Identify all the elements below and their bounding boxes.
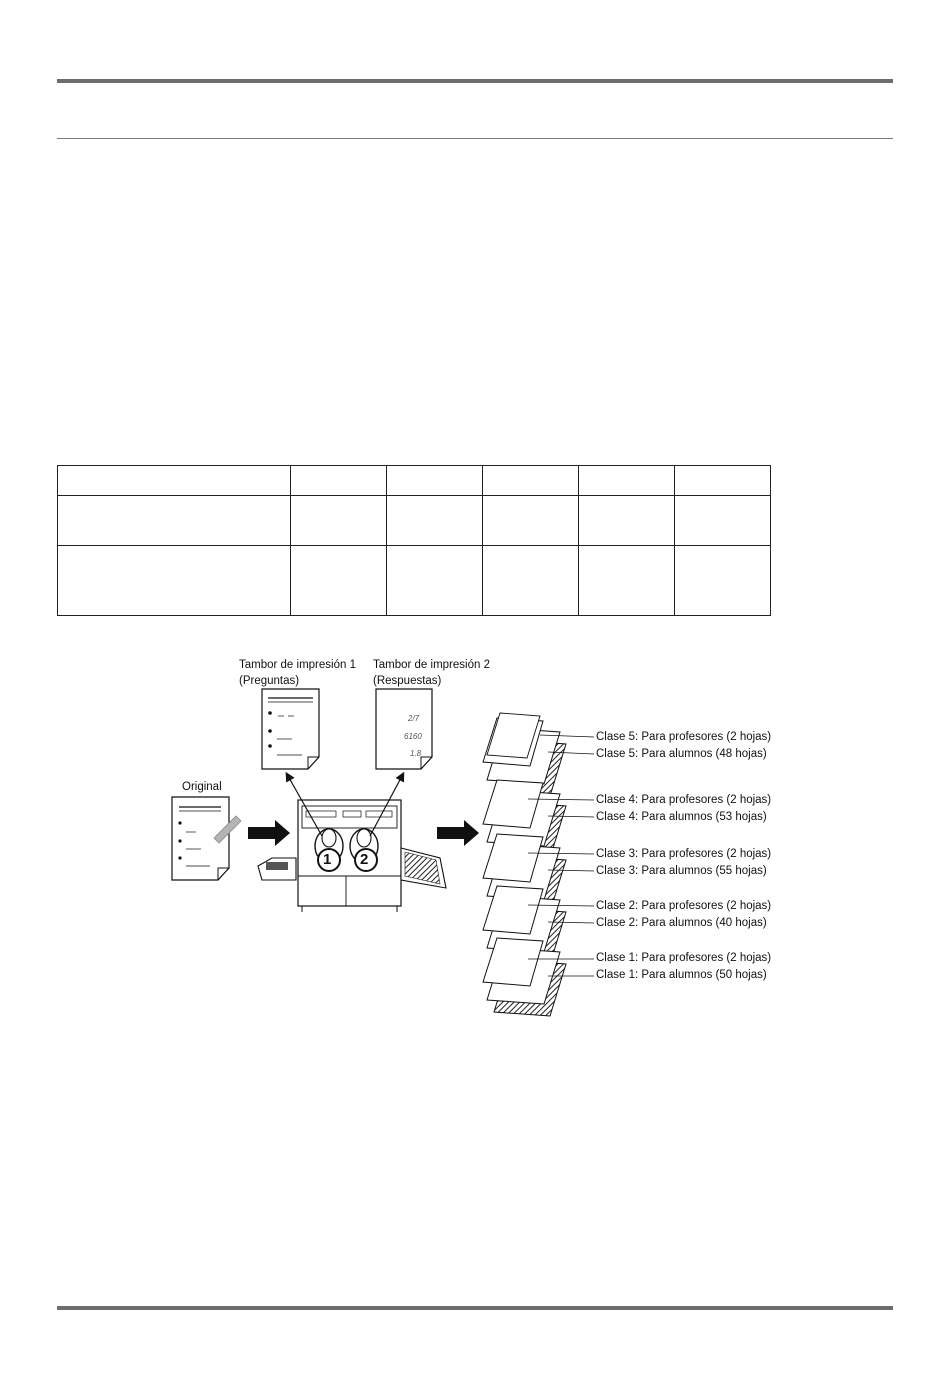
arrow-right-icon bbox=[248, 820, 290, 846]
output-label-students: Clase 3: Para alumnos (55 hojas) bbox=[596, 865, 767, 877]
printer-machine bbox=[258, 776, 446, 912]
answer-mark: 6160 bbox=[404, 732, 422, 741]
drum-number: 2 bbox=[360, 851, 369, 868]
drum-number: 1 bbox=[323, 851, 332, 868]
original-label: Original bbox=[182, 781, 222, 793]
original-sheet bbox=[172, 797, 241, 880]
footer-rule bbox=[57, 1306, 893, 1310]
output-label-teachers: Clase 3: Para profesores (2 hojas) bbox=[596, 848, 772, 860]
output-label-students: Clase 1: Para alumnos (50 hojas) bbox=[596, 969, 767, 981]
answer-mark: 2/7 bbox=[408, 714, 420, 723]
drum-1-sublabel: (Preguntas) bbox=[239, 675, 300, 687]
output-stacks bbox=[483, 713, 594, 1016]
master-sheet-questions bbox=[262, 689, 319, 769]
drum-2-sublabel: (Respuestas) bbox=[373, 675, 442, 687]
drum-1-label: Tambor de impresión 1 bbox=[239, 659, 356, 671]
output-label-teachers: Clase 5: Para profesores (2 hojas) bbox=[596, 731, 772, 743]
output-label-students: Clase 2: Para alumnos (40 hojas) bbox=[596, 917, 767, 929]
output-label-teachers: Clase 4: Para profesores (2 hojas) bbox=[596, 794, 772, 806]
output-label-teachers: Clase 2: Para profesores (2 hojas) bbox=[596, 900, 772, 912]
drum-2-label: Tambor de impresión 2 bbox=[373, 659, 490, 671]
answer-mark: 1.8 bbox=[410, 749, 422, 758]
output-label-teachers: Clase 1: Para profesores (2 hojas) bbox=[596, 952, 772, 964]
output-label-students: Clase 4: Para alumnos (53 hojas) bbox=[596, 811, 767, 823]
output-stack-class-1 bbox=[483, 938, 594, 1016]
arrow-right-icon bbox=[437, 820, 479, 846]
output-label-students: Clase 5: Para alumnos (48 hojas) bbox=[596, 748, 767, 760]
